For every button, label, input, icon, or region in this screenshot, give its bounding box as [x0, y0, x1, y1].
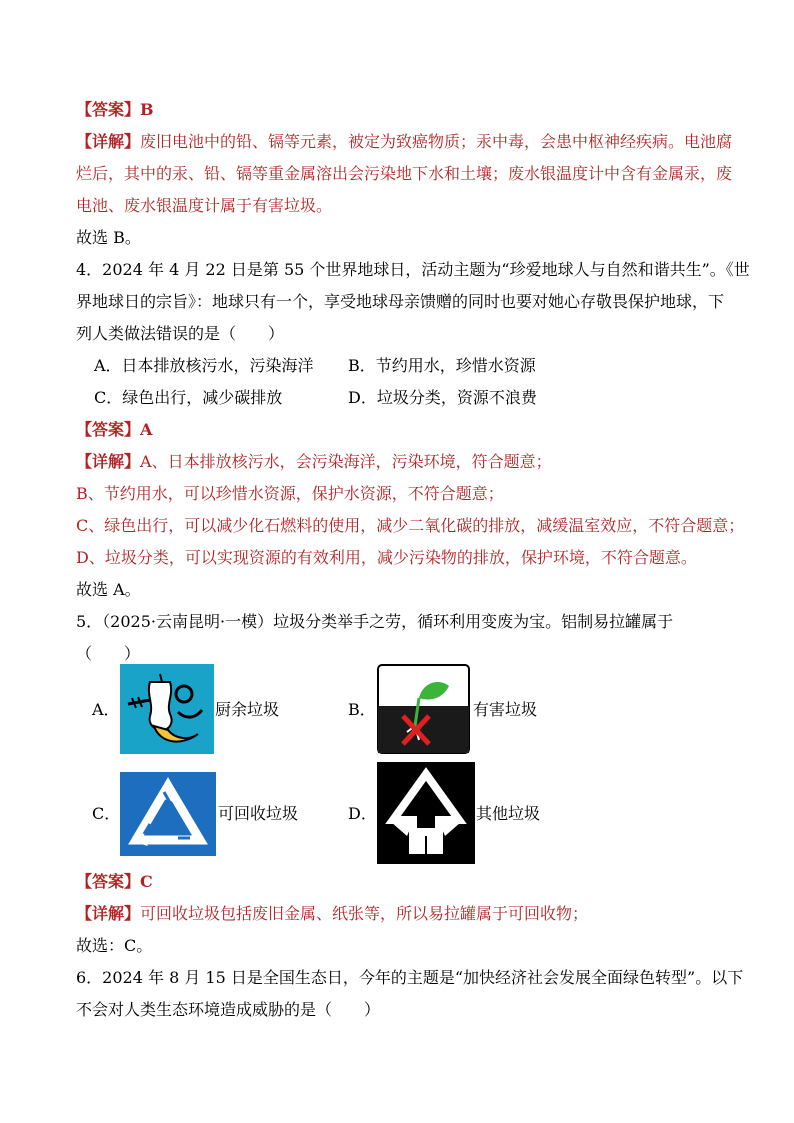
answer-value: C — [140, 872, 153, 891]
detail-text: A、日本排放核污水，会污染海洋，污染环境，符合题意； — [140, 452, 552, 471]
detail-text: 可回收垃圾包括废旧金属、纸张等，所以易拉罐属于可回收物； — [140, 904, 589, 923]
q4-detail-line-1 — [76, 452, 552, 472]
detail-tag: 【详解】 — [76, 132, 141, 151]
q5-option-b-letter: B． — [348, 700, 376, 719]
answer-tag: 【答案】 — [76, 100, 141, 119]
answer-tag: 【答案】 — [76, 872, 141, 891]
q4-stem-line-3: 列人类做法错误的是（ ） — [76, 324, 285, 343]
q4-detail-line-2: B、节约用水，可以珍惜水资源，保护水资源，不符合题意； — [76, 484, 504, 503]
q4-option-c: C．绿色出行，减少碳排放 — [94, 388, 283, 407]
q6-stem-line-2: 不会对人类生态环境造成威胁的是（ ） — [76, 1000, 381, 1019]
q5-stem-line-1: 5．（2025·云南昆明·一模）垃圾分类举手之劳，循环利用变废为宝。铝制易拉罐属于 — [76, 612, 674, 631]
q5-option-d-label: 其他垃圾 — [476, 804, 541, 823]
detail-text: 废旧电池中的铅、镉等元素，被定为致癌物质；汞中毒，会患中枢神经疾病。电池腐 — [140, 132, 733, 151]
detail-tag: 【详解】 — [76, 452, 141, 471]
q4-answer — [76, 420, 152, 440]
detail-tag: 【详解】 — [76, 904, 141, 923]
q4-detail-line-3: C、绿色出行，可以减少化石燃料的使用，减少二氧化碳的排放，减缓温室效应，不符合题意； — [76, 516, 745, 535]
q5-option-b-label: 有害垃圾 — [473, 700, 538, 719]
q5-option-a-label: 厨余垃圾 — [215, 700, 280, 719]
answer-tag: 【答案】 — [76, 420, 141, 439]
q3-detail-line-3: 电池、废水银温度计属于有害垃圾。 — [76, 196, 333, 215]
answer-value: B — [140, 100, 154, 119]
recyclable-icon — [120, 772, 216, 856]
q5-answer — [76, 872, 153, 892]
q3-answer — [76, 100, 154, 120]
other-waste-icon — [377, 762, 475, 864]
q4-option-b: B．节约用水，珍惜水资源 — [348, 356, 536, 375]
q3-detail-line-1 — [76, 132, 732, 152]
hazardous-waste-icon — [377, 664, 470, 754]
q4-conclusion: 故选 A。 — [76, 580, 141, 599]
q5-detail — [76, 904, 588, 924]
food-waste-icon — [120, 664, 214, 754]
q5-option-d-letter: D． — [348, 804, 377, 823]
q5-conclusion: 故选：C。 — [76, 936, 153, 955]
answer-value: A — [140, 420, 153, 439]
q5-stem-line-2: （ ） — [76, 644, 141, 663]
q6-stem-line-1: 6．2024 年 8 月 15 日是全国生态日，今年的主题是“加快经济社会发展全面绿色转型”。以下 — [76, 968, 744, 987]
q4-detail-line-4: D、垃圾分类，可以实现资源的有效利用，减少污染物的排放，保护环境，不符合题意。 — [76, 548, 697, 567]
q4-option-a: A．日本排放核污水，污染海洋 — [94, 356, 314, 375]
q5-option-a-letter: A． — [92, 700, 120, 719]
q5-option-c-letter: C． — [92, 804, 121, 823]
q4-stem-line-2: 界地球日的宗旨》：地球只有一个，享受地球母亲馈赠的同时也要对她心存敬畏保护地球，下 — [76, 292, 725, 311]
q4-option-d: D．垃圾分类，资源不浪费 — [348, 388, 537, 407]
q4-stem-line-1: 4．2024 年 4 月 22 日是第 55 个世界地球日，活动主题为“珍爱地球人与自然和谐共生”。《世 — [76, 260, 750, 279]
q3-conclusion: 故选 B。 — [76, 228, 141, 247]
q3-detail-line-2: 烂后，其中的汞、铅、镉等重金属溶出会污染地下水和土壤；废水银温度计中含有金属汞，废 — [76, 164, 733, 183]
q5-option-c-label: 可回收垃圾 — [218, 804, 299, 823]
